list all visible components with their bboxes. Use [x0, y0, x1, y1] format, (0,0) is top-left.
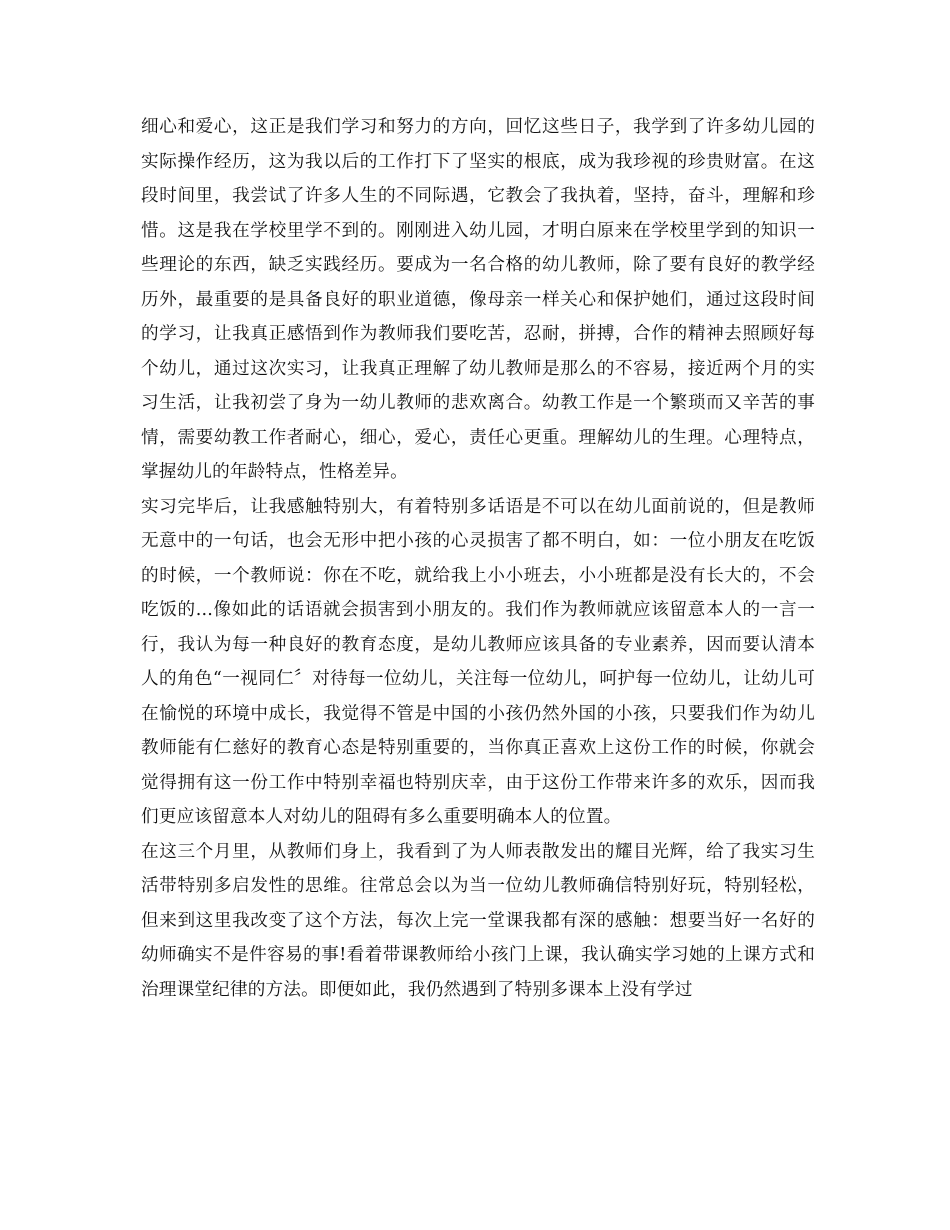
- paragraph-3: 在这三个月里，从教师们身上，我看到了为人师表散发出的耀目光辉，给了我实习生活带特别多启发性的思维。往常总会以为当一位幼儿教师确信特别好玩，特别轻松，但来到这里我改变了这个方法，每次上完一堂课我都有深的感触：想要当好一名好的幼师确实不是件容易的事!看着带课教师给小孩门上课，我认确实学习她的上课方式和治理课堂纪律的方法。即便如此，我仍然遇到了特别多课本上没有学过: [141, 841, 815, 1000]
- paragraph-2: 实习完毕后，让我感触特别大，有着特别多话语是不可以在幼儿面前说的，但是教师无意中的一句话，也会无形中把小孩的心灵损害了都不明白，如：一位小朋友在吃饭的时候，一个教师说：你在不吃，就给我上小小班去，小小班都是没有长大的，不会吃饭的...像如此的话语就会损害到小朋友的。我们作为教师就应该留意本人的一言一行，我认为每一种良好的教育态度，是幼儿教师应该具备的专业素养，因而要认清本人的角色“一视同仁〞对待每一位幼儿，关注每一位幼儿，呵护每一位幼儿，让幼儿可在愉悦的环境中成长，我觉得不管是中国的小孩仍然外国的小孩，只要我们作为幼儿教师能有仁慈好的教育心态是特别重要的，当你真正喜欢上这份工作的时候，你就会觉得拥有这一份工作中特别幸福也特别庆幸，由于这份工作带来许多的欢乐，因而我们更应该留意本人对幼儿的阻碍有多么重要明确本人的位置。: [141, 496, 815, 827]
- paragraph-1: 细心和爱心，这正是我们学习和努力的方向，回忆这些日子，我学到了许多幼儿园的实际操作经历，这为我以后的工作打下了坚实的根底，成为我珍视的珍贵财富。在这段时间里，我尝试了许多人生的不同际遇，它教会了我执着，坚持，奋斗，理解和珍惜。这是我在学校里学不到的。刚刚进入幼儿园，才明白原来在学校里学到的知识一些理论的东西，缺乏实践经历。要成为一名合格的幼儿教师，除了要有良好的教学经历外，最重要的是具备良好的职业道德，像母亲一样关心和保护她们，通过这段时间的学习，让我真正感悟到作为教师我们要吃苦，忍耐，拼搏，合作的精神去照顾好每个幼儿，通过这次实习，让我真正理解了幼儿教师是那么的不容易，接近两个月的实习生活，让我初尝了身为一幼儿教师的悲欢离合。幼教工作是一个繁琐而又辛苦的事情，需要幼教工作者耐心，细心，爱心，责任心更重。理解幼儿的生理。心理特点，掌握幼儿的年龄特点，性格差异。: [141, 117, 815, 482]
- body-text: [141, 110, 815, 1007]
